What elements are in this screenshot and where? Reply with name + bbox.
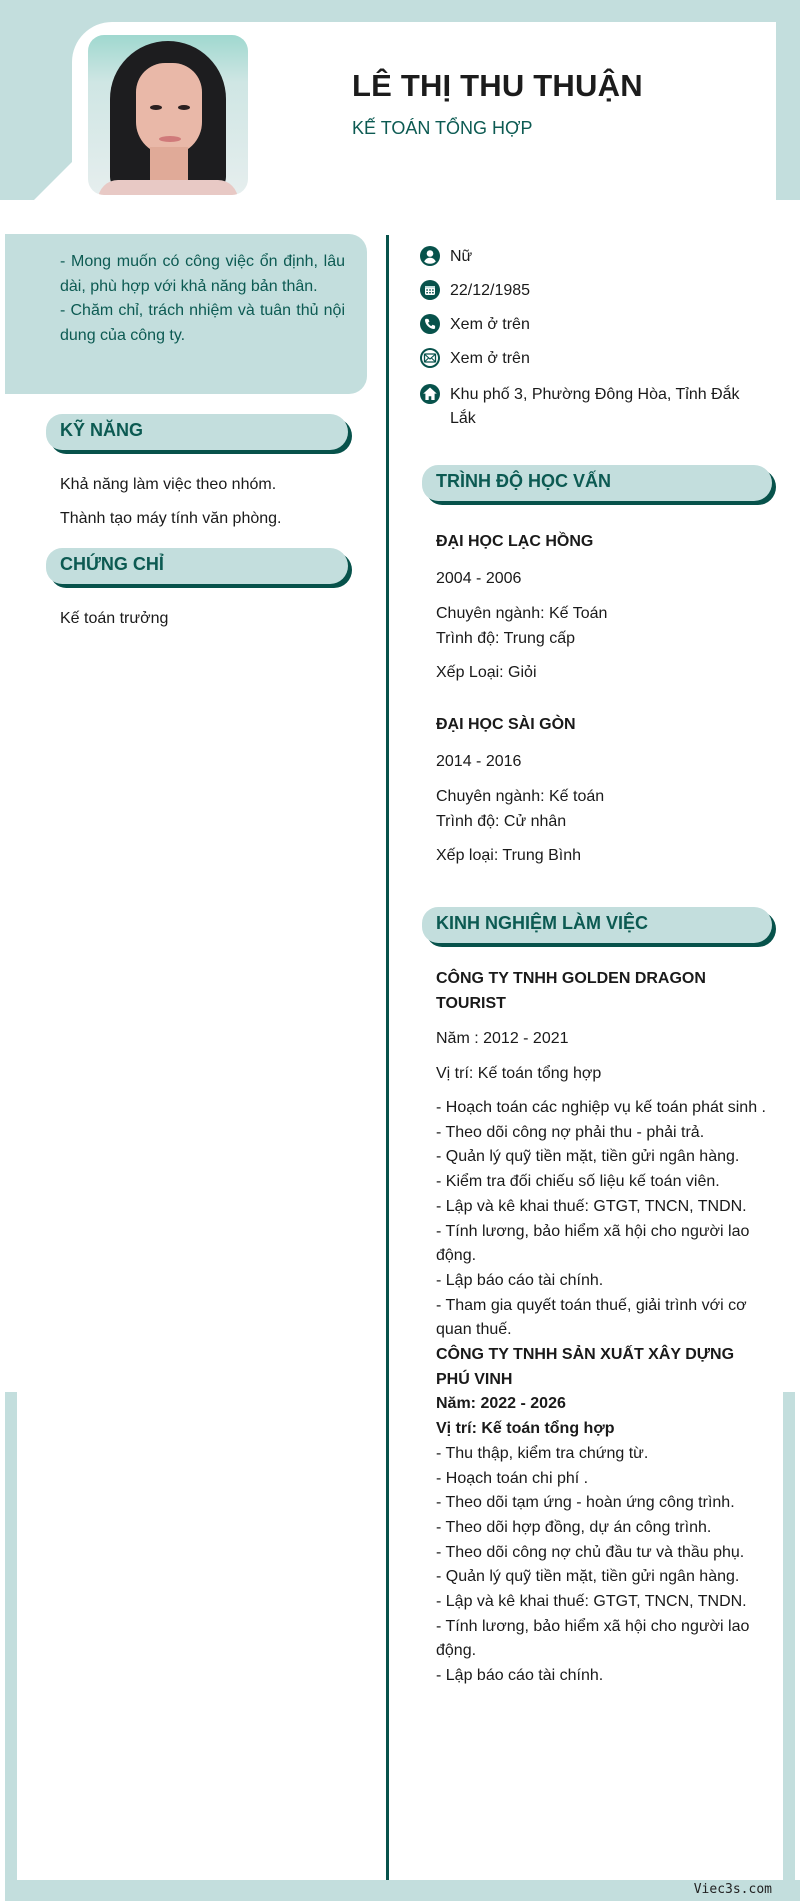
education-major: Chuyên ngành: Kế toán <box>436 788 605 805</box>
home-icon <box>420 384 440 404</box>
birthday-value: 22/12/1985 <box>450 282 531 299</box>
envelope-icon <box>420 348 440 368</box>
contact-gender <box>420 245 750 269</box>
school-name: ĐẠI HỌC LẠC HỒNG <box>436 533 594 550</box>
contact-phone <box>420 313 750 337</box>
job-title: KẾ TOÁN TỔNG HỢP <box>352 118 533 138</box>
section-header-experience: KINH NGHIỆM LÀM VIỆC <box>422 907 772 943</box>
duty-item: - Lập và kê khai thuế: GTGT, TNCN, TNDN. <box>436 1593 747 1611</box>
skill-item: Khả năng làm việc theo nhóm. <box>60 476 277 493</box>
education-major: Chuyên ngành: Kế Toán <box>436 605 608 622</box>
objective-line: - Mong muốn có công việc ổn định, lâu dài, phù hợp với khả năng bản thân. <box>60 253 345 295</box>
duty-item: - Lập báo cáo tài chính. <box>436 1271 604 1289</box>
company-name-text: CÔNG TY TNHH SẢN XUẤT XÂY DỰNG PHÚ VINH <box>436 1346 735 1388</box>
duty-item: - Lập và kê khai thuế: GTGT, TNCN, TNDN. <box>436 1197 747 1215</box>
column-divider <box>386 235 389 1881</box>
education-period: 2014 - 2016 <box>436 752 522 770</box>
calendar-icon <box>420 280 440 300</box>
contact-birthday <box>420 279 750 303</box>
section-header-education: TRÌNH ĐỘ HỌC VẤN <box>422 465 772 501</box>
skill-item: Thành tạo máy tính văn phòng. <box>60 510 282 527</box>
education-level: Trình độ: Trung cấp <box>436 629 576 647</box>
header-diagonal-decoration <box>34 160 74 200</box>
duty-item: - Thu thập, kiểm tra chứng từ. <box>436 1444 649 1462</box>
candidate-name: LÊ THỊ THU THUẬN <box>352 68 643 103</box>
education-entry <box>436 713 766 869</box>
user-icon <box>420 246 440 266</box>
experience-period: Năm: 2022 - 2026 <box>436 1395 566 1413</box>
duty-item: - Tính lương, bảo hiểm xã hội cho người lao động. <box>436 1222 750 1265</box>
frame-left-strip <box>5 1392 17 1882</box>
duty-item: - Lập báo cáo tài chính. <box>436 1667 604 1685</box>
duty-item: - Tham gia quyết toán thuế, giải trình với cơ quan thuế. <box>436 1296 747 1339</box>
phone-icon <box>420 314 440 334</box>
objective-line: - Chăm chỉ, trách nhiệm và tuân thủ nội dung của công ty. <box>60 302 345 344</box>
company-name <box>436 1343 766 1442</box>
duty-item: - Quản lý quỹ tiền mặt, tiền gửi ngân hàng. <box>436 1568 740 1586</box>
contact-email <box>420 347 750 371</box>
duty-list <box>436 1442 766 1689</box>
education-level: Trình độ: Cử nhân <box>436 812 567 830</box>
gender-value: Nữ <box>450 248 473 265</box>
experience-entry <box>436 967 766 1689</box>
frame-bottom-band <box>5 1880 800 1901</box>
duty-item: - Theo dõi công nợ phải thu - phải trả. <box>436 1123 705 1141</box>
contact-address <box>420 383 750 431</box>
duty-item: - Quản lý quỹ tiền mặt, tiền gửi ngân hàng. <box>436 1148 740 1166</box>
phone-value: Xem ở trên <box>450 316 530 333</box>
duty-list <box>436 1096 766 1343</box>
section-header-certificates: CHỨNG CHỈ <box>46 548 348 584</box>
experience-position: Vị trí: Kế toán tổng hợp <box>436 1420 615 1438</box>
avatar <box>88 35 248 195</box>
experience-period: Năm : 2012 - 2021 <box>436 1030 569 1047</box>
duty-item: - Hoạch toán chi phí . <box>436 1469 589 1487</box>
address-value: Khu phố 3, Phường Đông Hòa, Tỉnh Đắk Lắk <box>450 386 740 427</box>
frame-right-strip <box>783 1392 795 1882</box>
education-grade: Xếp loại: Trung Bình <box>436 847 581 864</box>
career-objective <box>5 234 367 394</box>
education-period: 2004 - 2006 <box>436 569 522 587</box>
email-value: Xem ở trên <box>450 350 530 367</box>
duty-item: - Tính lương, bảo hiểm xã hội cho người lao động. <box>436 1617 750 1660</box>
section-header-skills: KỸ NĂNG <box>46 414 348 450</box>
education-entry <box>436 530 766 686</box>
education-grade: Xếp Loại: Giỏi <box>436 664 537 681</box>
duty-item: - Theo dõi công nợ chủ đầu tư và thầu phụ. <box>436 1543 745 1561</box>
duty-item: - Hoạch toán các nghiệp vụ kế toán phát sinh . <box>436 1099 766 1116</box>
certificate-item: Kế toán trưởng <box>60 610 169 627</box>
footer-brand: Viec3s.com <box>693 1882 772 1897</box>
experience-position: Vị trí: Kế toán tổng hợp <box>436 1064 602 1082</box>
company-name: CÔNG TY TNHH GOLDEN DRAGON TOURIST <box>436 970 706 1012</box>
school-name: ĐẠI HỌC SÀI GÒN <box>436 716 576 733</box>
duty-item: - Theo dõi hợp đồng, dự án công trình. <box>436 1518 712 1536</box>
duty-item: - Kiểm tra đối chiếu số liệu kế toán viên. <box>436 1173 720 1191</box>
duty-item: - Theo dõi tạm ứng - hoàn ứng công trình. <box>436 1494 735 1512</box>
